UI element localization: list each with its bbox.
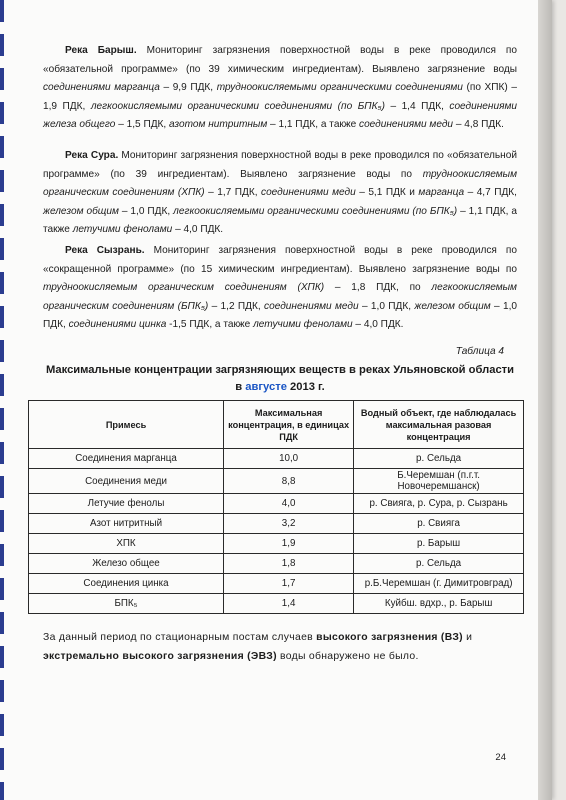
cell-pollutant: Соединения цинка — [29, 574, 224, 594]
cell-pollutant: Азот нитритный — [29, 514, 224, 534]
title-text: Максимальные концентрации загрязняющих веществ в реках Ульяновской области в — [45, 364, 515, 393]
emphasis: высокого загрязнения (ВЗ) — [316, 632, 463, 643]
pollutant: соединениями марганца — [43, 82, 160, 94]
river-title-syzran: Река Сызрань. — [65, 245, 145, 256]
text: – 4,0 ПДК. — [352, 319, 404, 331]
text: Мониторинг загрязнения поверхностной воды в реке проводился по «обязательной программе» (по 39 химическим ингредиентам). Выявлено загрязнение воды — [43, 45, 518, 75]
cell-pollutant: Соединения меди — [29, 469, 224, 494]
pollutant: соединениями железа общего — [43, 100, 518, 131]
paragraph-syzran — [43, 242, 517, 335]
pollutant: летучими фенолами — [253, 319, 353, 331]
text: За данный период по стационарным постам случаев — [43, 632, 317, 643]
table-row — [29, 534, 524, 554]
text: – 4,7 ПДК, — [464, 187, 517, 199]
text: -1,5 ПДК, а также — [166, 319, 254, 331]
table-row — [29, 574, 524, 594]
paragraph-barysh — [43, 42, 517, 135]
table-number: Таблица 4 — [455, 346, 504, 357]
text: – 1,7 ПДК, — [204, 187, 262, 199]
cell-water-body: р. Свияга, р. Сура, р. Сызрань — [354, 494, 524, 514]
text: – 1,0 ПДК, — [358, 300, 415, 312]
cell-value: 4,0 — [224, 494, 354, 514]
text: Мониторинг загрязнения поверхностной воды в реке проводился по «обязательной программе» (по 39 ингредиентам). Выявлено загрязнение воды по — [43, 150, 518, 180]
cell-water-body: Куйбш. вдхр., р. Барыш — [354, 594, 524, 614]
header-water-body: Водный объект, где наблюдалась максимальная разовая концентрация — [354, 401, 524, 449]
cell-water-body: р. Сельда — [354, 449, 524, 469]
cell-pollutant: ХПК — [29, 534, 224, 554]
cell-value: 1,4 — [224, 594, 354, 614]
title-text: 2013 г. — [290, 381, 325, 393]
river-title-sura: Река Сура. — [65, 150, 119, 161]
text: – 1,4 ПДК, — [384, 100, 450, 112]
pollutant: легкоокисляемыми органическими соединениями (по БПК₅) — [173, 205, 458, 217]
pollutant: трудноокисляемым органическим соединениям (ХПК) — [43, 282, 325, 294]
page-edge — [538, 0, 552, 800]
pollutant: летучими фенолами — [72, 224, 173, 236]
pollutant: легкоокисляемыми органическими соединениями (по БПК₅) — [90, 100, 385, 112]
cell-water-body: р. Сельда — [354, 554, 524, 574]
cell-pollutant: БПК₅ — [29, 594, 224, 614]
text: – 1,2 ПДК, — [208, 300, 265, 312]
text: – 1,0 ПДК, — [118, 205, 174, 217]
title-highlight: августе — [245, 381, 287, 393]
text: – 4,8 ПДК. — [453, 119, 504, 131]
cell-pollutant: Соединения марганца — [29, 449, 224, 469]
page-number: 24 — [495, 752, 506, 763]
cell-value: 1,9 — [224, 534, 354, 554]
pollutant: соединениями меди — [261, 187, 356, 199]
cell-water-body: р.Б.Черемшан (г. Димитровград) — [354, 574, 524, 594]
cell-water-body: Б.Черемшан (п.г.т. Новочеремшанск) — [354, 469, 524, 494]
text: Мониторинг загрязнения поверхностной воды в реке проводился по «сокращенной программе» (по 15 химическим ингредиентам). Выявлено загрязнение воды по — [43, 245, 517, 275]
header-pollutant: Примесь — [29, 401, 224, 449]
table-row — [29, 514, 524, 534]
pollutant: легкоокисляемым органическим соединениям (БПК₅) — [43, 282, 517, 312]
pollutant: соединениями цинка — [68, 319, 167, 331]
emphasis: экстремально высокого загрязнения (ЭВЗ) — [43, 651, 277, 662]
header-max-concentration: Максимальная концентрация, в единицах ПДК — [224, 401, 354, 449]
text: воды обнаружено не было. — [276, 651, 419, 662]
text: – 1,1 ПДК, а также — [43, 205, 518, 236]
cell-pollutant: Железо общее — [29, 554, 224, 574]
summary-paragraph — [43, 628, 517, 666]
pollutant: марганца — [418, 187, 465, 199]
pollutant: железом общим — [43, 205, 119, 217]
text: – 1,8 ПДК, по — [324, 282, 432, 294]
text: – 9,9 ПДК, — [159, 82, 217, 94]
cell-water-body: р. Свияга — [354, 514, 524, 534]
table-title — [43, 362, 517, 396]
table-row — [29, 494, 524, 514]
table-row — [29, 469, 524, 494]
cell-water-body: р. Барыш — [354, 534, 524, 554]
pollutant: соединениями меди — [264, 300, 359, 312]
pollutant: трудноокисляемыми органическими соединениями — [216, 82, 463, 94]
pollutant-table — [28, 400, 524, 614]
text: – 1,0 ПДК, — [43, 300, 518, 331]
cell-value: 1,8 — [224, 554, 354, 574]
binder-strip — [0, 0, 4, 800]
paragraph-sura — [43, 147, 517, 240]
pollutant: соединениями меди — [359, 119, 454, 131]
pollutant: трудноокисляемым органическим соединениям (ХПК) — [43, 168, 517, 199]
text: – 1,1 ПДК, а также — [267, 119, 360, 131]
cell-pollutant: Летучие фенолы — [29, 494, 224, 514]
pollutant: азотом нитритным — [169, 119, 268, 131]
cell-value: 1,7 — [224, 574, 354, 594]
table-row — [29, 594, 524, 614]
text: – 5,1 ПДК и — [355, 187, 419, 199]
pollutant: железом общим — [414, 300, 491, 312]
cell-value: 10,0 — [224, 449, 354, 469]
table-row — [29, 449, 524, 469]
text: (по ХПК) – 1,9 ПДК, — [43, 82, 517, 112]
table-row — [29, 554, 524, 574]
table-header-row — [29, 401, 524, 449]
text: – 4,0 ПДК. — [172, 224, 224, 236]
cell-value: 3,2 — [224, 514, 354, 534]
text: – 1,5 ПДК, — [115, 119, 170, 131]
text: и — [462, 632, 473, 643]
cell-value: 8,8 — [224, 469, 354, 494]
river-title-barysh: Река Барыш. — [65, 45, 137, 56]
